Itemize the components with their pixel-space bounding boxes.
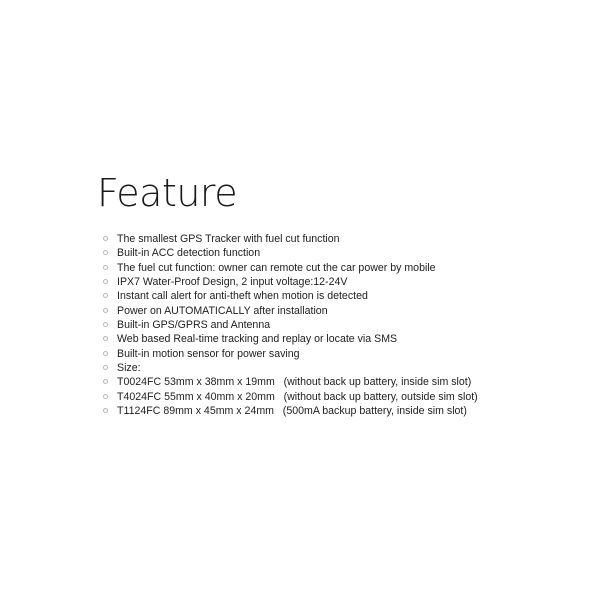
bullet-icon — [103, 293, 108, 298]
feature-text: Built-in GPS/GPRS and Antenna — [117, 319, 271, 332]
feature-text: The fuel cut function: owner can remote cut the car power by mobile — [117, 261, 436, 274]
list-item — [103, 404, 478, 418]
list-item — [103, 375, 478, 389]
feature-text: Built-in motion sensor for power saving — [117, 347, 300, 360]
bullet-icon — [103, 265, 108, 270]
bullet-icon — [103, 279, 108, 284]
list-item — [103, 261, 478, 275]
bullet-icon — [103, 379, 108, 384]
feature-text: Size: — [117, 362, 141, 375]
feature-text: T0024FC 53mm x 38mm x 19mm (without back up battery, inside sim slot) — [117, 376, 472, 389]
list-item — [103, 347, 478, 361]
bullet-icon — [103, 250, 108, 255]
bullet-icon — [103, 236, 108, 241]
list-item — [103, 361, 478, 375]
feature-text: Web based Real-time tracking and replay or locate via SMS — [117, 333, 398, 346]
bullet-icon — [103, 308, 108, 313]
page-title: Feature — [97, 171, 238, 215]
bullet-icon — [103, 322, 108, 327]
list-item — [103, 390, 478, 404]
feature-text: IPX7 Water-Proof Design, 2 input voltage:12-24V — [117, 276, 348, 289]
feature-text: The smallest GPS Tracker with fuel cut function — [117, 233, 340, 245]
feature-text: T4024FC 55mm x 40mm x 20mm (without back up battery, outside sim slot) — [117, 390, 478, 403]
feature-text: T1124FC 89mm x 45mm x 24mm (500mA backup battery, inside sim slot) — [117, 405, 467, 418]
bullet-icon — [103, 365, 108, 370]
list-item — [103, 332, 478, 346]
bullet-icon — [103, 394, 108, 399]
bullet-icon — [103, 408, 108, 413]
list-item — [103, 318, 478, 332]
feature-text: Power on AUTOMATICALLY after installation — [117, 304, 328, 317]
bullet-icon — [103, 351, 108, 356]
list-item — [103, 232, 478, 246]
list-item — [103, 304, 478, 318]
list-item — [103, 246, 478, 260]
bullet-icon — [103, 336, 108, 341]
feature-text: Instant call alert for anti-theft when motion is detected — [117, 290, 368, 303]
list-item — [103, 275, 478, 289]
feature-list — [103, 232, 478, 418]
list-item — [103, 289, 478, 303]
feature-text: Built-in ACC detection function — [117, 247, 261, 260]
